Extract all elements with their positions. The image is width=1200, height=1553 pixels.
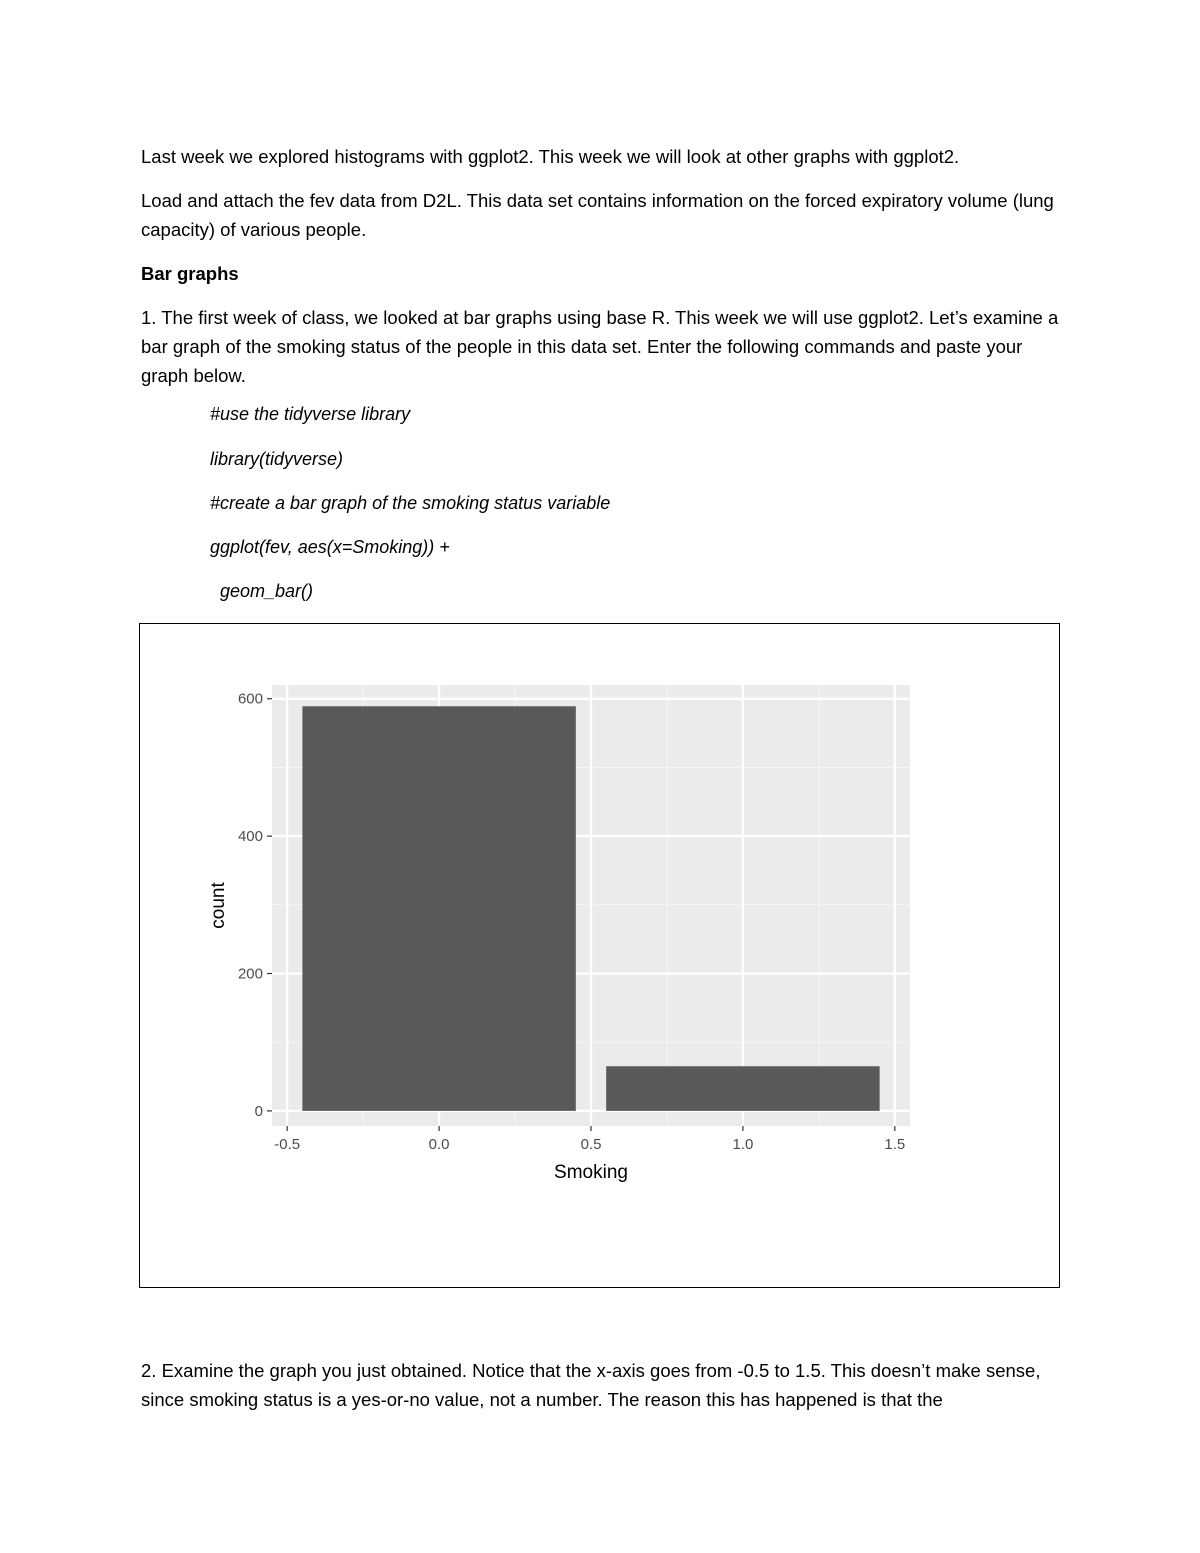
y-tick-label: 600 bbox=[237, 690, 263, 708]
x-tick-label: 0.0 bbox=[428, 1136, 450, 1153]
code-comment-bar-graph: #create a bar graph of the smoking status variable bbox=[210, 493, 611, 513]
question-1-paragraph: 1. The first week of class, we looked at bar graphs using base R. This week we will use ggplot2. Let’s examine a bar graph of the smoking status of the people in this data set. Enter the following commands and paste your graph below. bbox=[141, 307, 1059, 386]
x-tick-label: -0.5 bbox=[274, 1136, 301, 1153]
intro-paragraph: Last week we explored histograms with ggplot2. This week we will look at other graphs with ggplot2. bbox=[141, 146, 960, 167]
code-ggplot-call: ggplot(fev, aes(x=Smoking)) + bbox=[210, 537, 450, 557]
code-library-call: library(tidyverse) bbox=[210, 449, 344, 469]
load-data-paragraph: Load and attach the fev data from D2L. This data set contains information on the forced expiratory volume (lung capacity) of various people. bbox=[141, 190, 1054, 240]
x-tick-label: 0.5 bbox=[580, 1136, 602, 1153]
y-tick-label: 400 bbox=[237, 828, 263, 846]
code-geom-bar: geom_bar() bbox=[210, 581, 314, 601]
section-heading: Bar graphs bbox=[141, 263, 239, 284]
y-tick-label: 0 bbox=[254, 1102, 263, 1120]
pasted-graph-frame bbox=[139, 623, 1060, 1288]
bar-smoking-0 bbox=[302, 706, 575, 1111]
bar-smoking-1 bbox=[606, 1066, 879, 1111]
y-axis-title: count bbox=[208, 882, 229, 929]
x-tick-label: 1.0 bbox=[732, 1136, 754, 1153]
bar-chart bbox=[140, 624, 1061, 1289]
code-comment-library: #use the tidyverse library bbox=[210, 404, 411, 424]
x-tick-label: 1.5 bbox=[884, 1136, 906, 1153]
question-2-paragraph: 2. Examine the graph you just obtained. Notice that the x-axis goes from -0.5 to 1.5. This doesn’t make sense, since smoking status is a yes-or-no value, not a number. The reason this has happened is that the bbox=[141, 1360, 1041, 1410]
x-axis-title: Smoking bbox=[554, 1162, 628, 1183]
y-tick-label: 200 bbox=[237, 965, 263, 983]
